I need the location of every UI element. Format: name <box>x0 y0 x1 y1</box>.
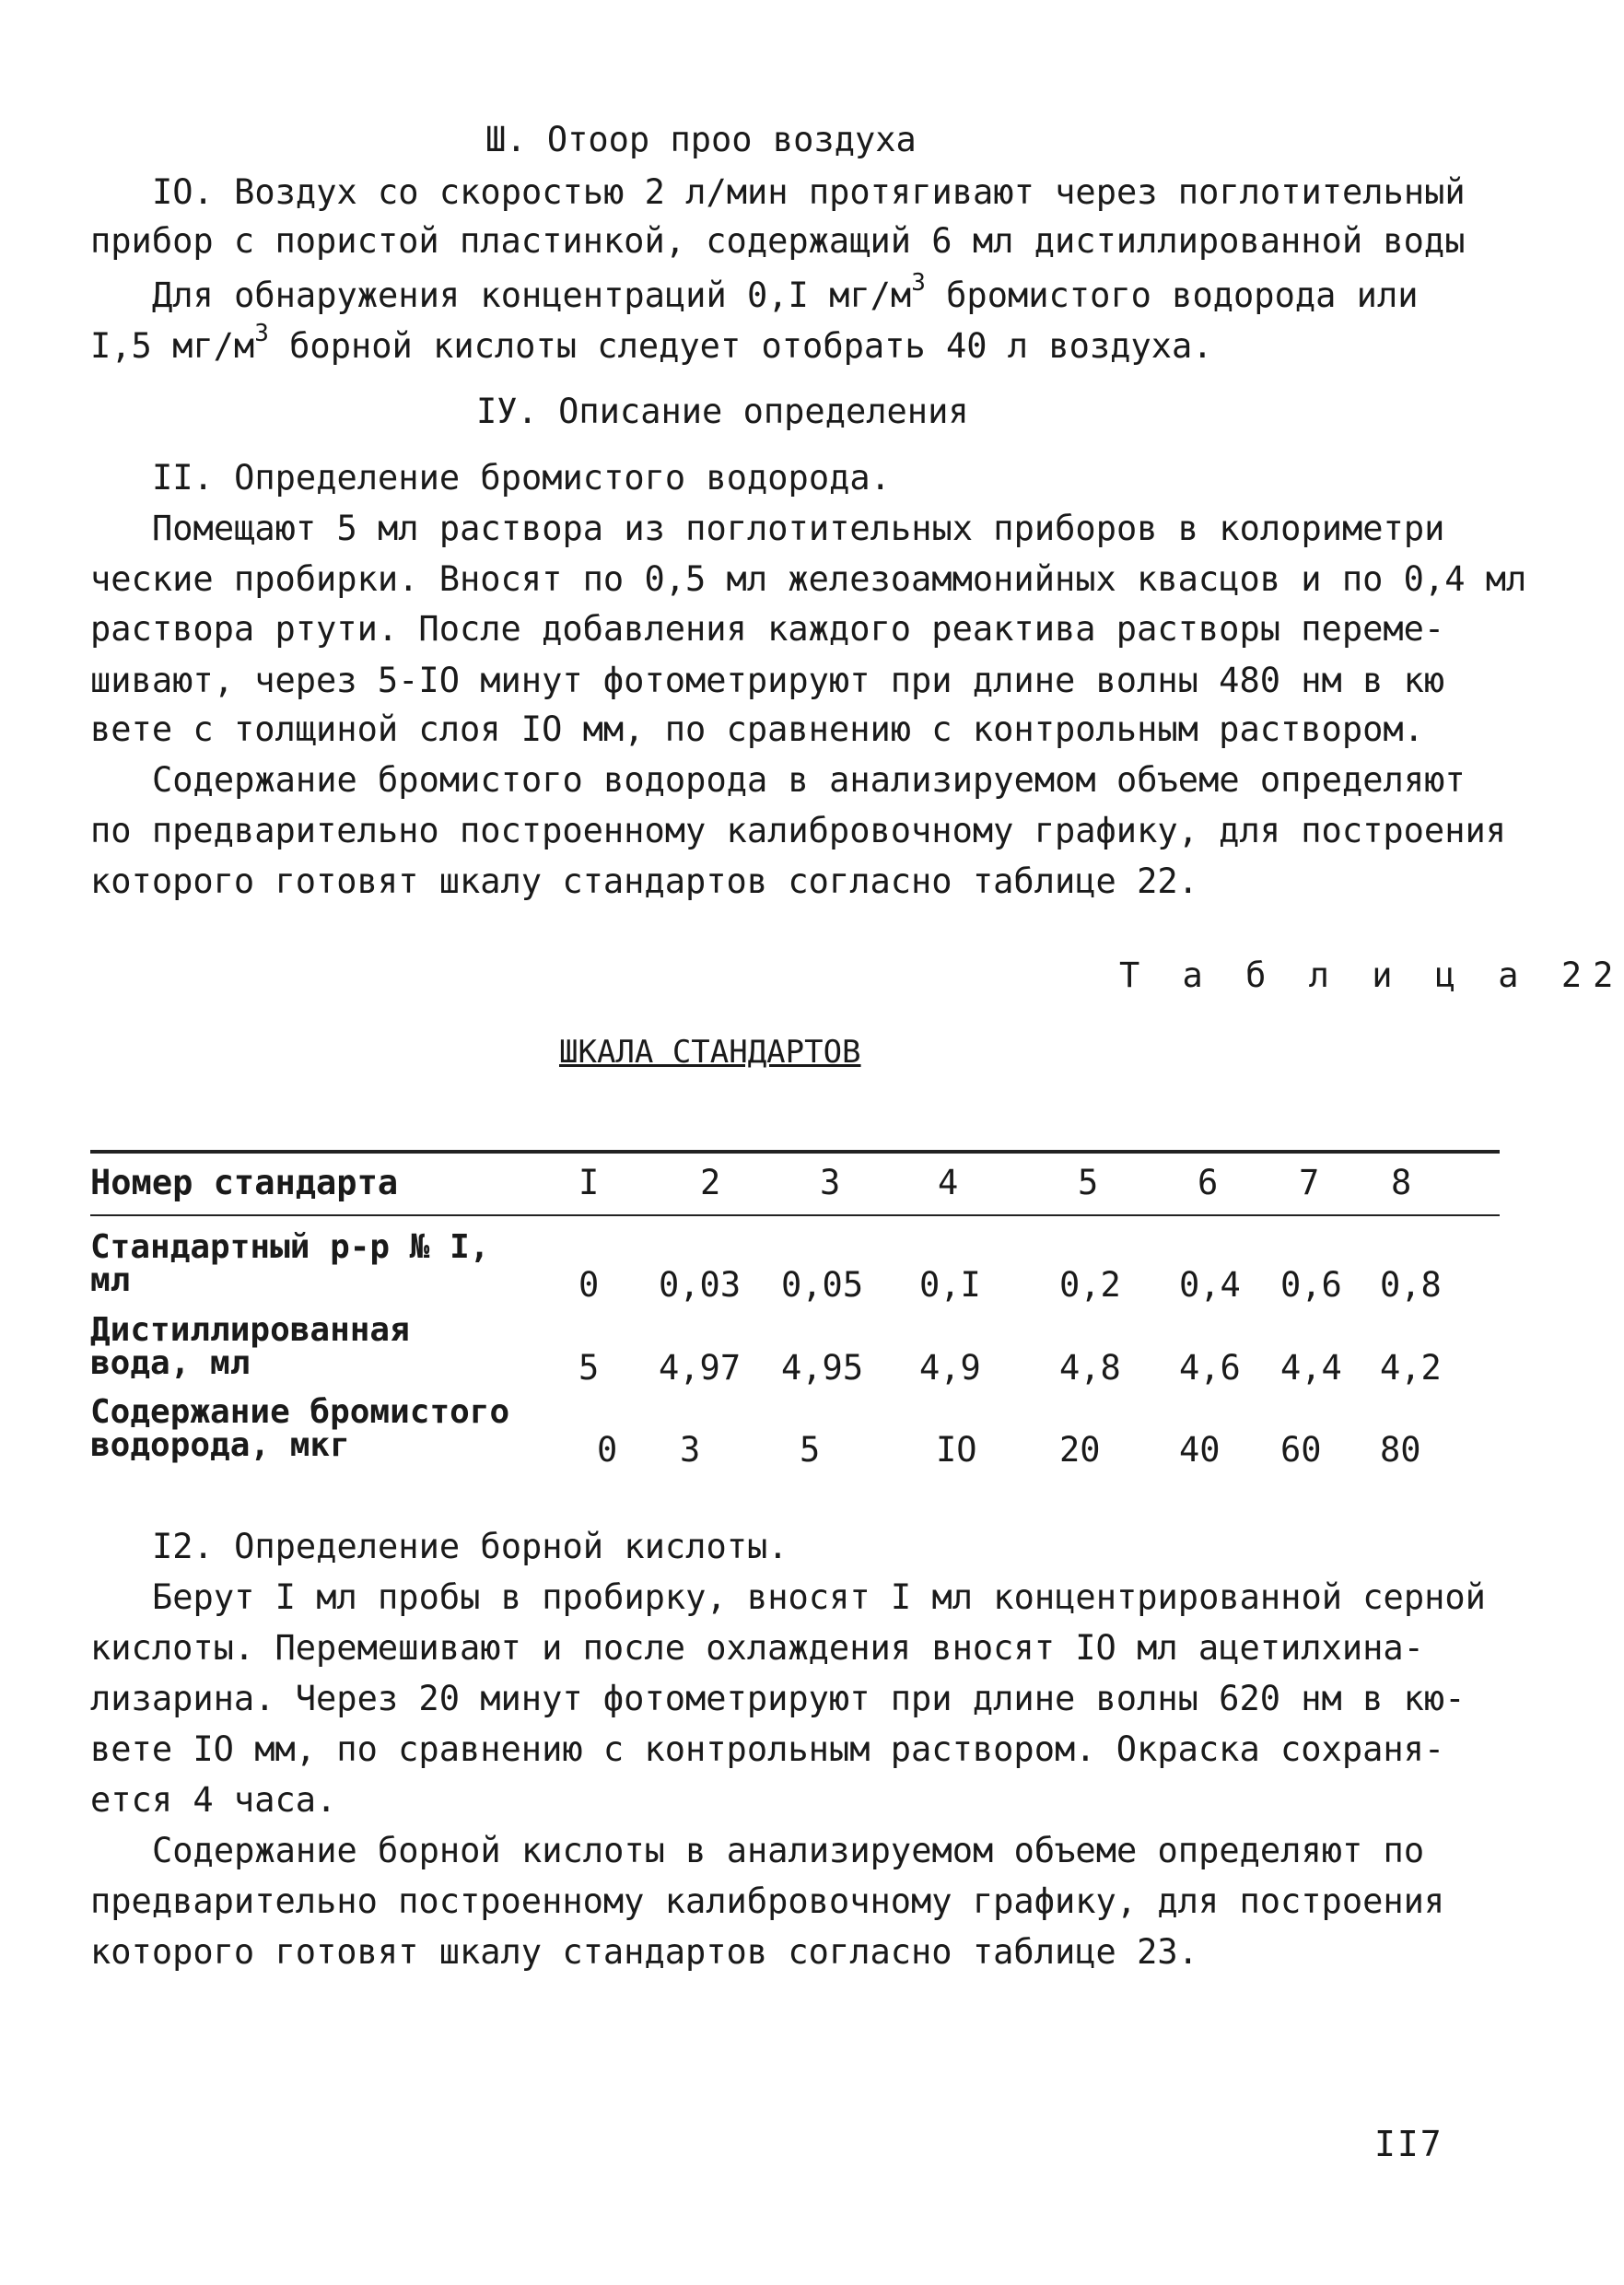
table-row-label: Содержание бромистого водорода, мкг <box>90 1393 510 1464</box>
table-cell: 0,2 <box>1059 1265 1121 1305</box>
table-cell: 0,6 <box>1280 1265 1342 1305</box>
table-cell: 0,4 <box>1179 1265 1241 1305</box>
table-cell: 4,8 <box>1059 1348 1121 1388</box>
table-top-rule <box>90 1150 1500 1154</box>
table-header-rule <box>90 1214 1500 1216</box>
section-3-heading: Ш. Отоор проо воздуха <box>485 120 917 159</box>
p12b-line-3: которого готовят шкалу стандартов согласно таблице 23. <box>90 1932 1198 1972</box>
p12b-line-1: Содержание борной кислоты в анализируемом объеме определяют по <box>152 1831 1425 1870</box>
table-col-header: 4 <box>938 1163 959 1202</box>
table-cell: 4,4 <box>1280 1348 1342 1388</box>
table-row-label: Стандартный р-р № I, мл <box>90 1228 490 1299</box>
p11-line-3: раствора ртути. После добавления каждого реактива растворы переме- <box>90 609 1445 649</box>
table-col-header: 2 <box>700 1163 721 1202</box>
table-cell: 4,95 <box>781 1348 864 1388</box>
p11-line-5: вете с толщиной слоя IO мм, по сравнению с контрольным раствором. <box>90 709 1424 749</box>
table-col-header: 7 <box>1299 1163 1320 1202</box>
table-cell: 40 <box>1179 1430 1221 1470</box>
page-number: II7 <box>1374 2124 1443 2164</box>
table-cell: 0,I <box>919 1265 981 1305</box>
section-4-heading: IУ. Описание определения <box>476 392 969 431</box>
p12-line-5: ется 4 часа. <box>90 1780 337 1820</box>
p10-line-3: Для обнаружения концентраций 0,I $мг/м^3$ бромистого водорода или <box>152 269 1419 315</box>
table-cell: 4,2 <box>1380 1348 1442 1388</box>
p11-line-2: ческие пробирки. Вносят по 0,5 мл железоаммонийных квасцов и по 0,4 мл <box>90 559 1527 599</box>
p10-line-1: IO. Воздух со скоростью 2 л/мин протягивают через поглотительный <box>152 172 1466 212</box>
p11-line-1: Помещают 5 мл раствора из поглотительных приборов в колориметри <box>152 509 1445 548</box>
p12-line-2: кислоты. Перемешивают и после охлаждения вносят IO мл ацетилхина- <box>90 1628 1424 1668</box>
table-cell: 4,97 <box>659 1348 742 1388</box>
p12-line-4: вете IO мм, по сравнению с контрольным раствором. Окраска сохраня- <box>90 1729 1445 1769</box>
table-header-label: Номер стандарта <box>90 1163 399 1202</box>
table-col-header: I <box>578 1163 600 1202</box>
table-cell: 4,9 <box>919 1348 981 1388</box>
table-col-header: 8 <box>1391 1163 1412 1202</box>
table-cell: 60 <box>1280 1430 1322 1470</box>
p10-line-2: прибор с пористой пластинкой, содержащий 6 мл дистиллированной воды <box>90 221 1466 261</box>
p11-title: II. Определение бромистого водорода. <box>152 458 891 498</box>
p12-line-1: Берут I мл пробы в пробирку, вносят I мл концентрированной серной <box>152 1577 1486 1617</box>
table-cell: 0 <box>597 1430 618 1470</box>
table-title: ШКАЛА СТАНДАРТОВ <box>559 1034 861 1071</box>
table-row-label: Дистиллированная вода, мл <box>90 1311 410 1382</box>
p11b-line-1: Содержание бромистого водорода в анализируемом объеме определяют <box>152 760 1466 800</box>
table-cell: 80 <box>1380 1430 1421 1470</box>
table-col-header: 6 <box>1198 1163 1219 1202</box>
p11b-line-2: по предварительно построенному калибровочному графику, для построения <box>90 811 1507 850</box>
table-cell: 4,6 <box>1179 1348 1241 1388</box>
p12b-line-2: предварительно построенному калибровочному графику, для построения <box>90 1881 1445 1921</box>
table-cell: 0,05 <box>781 1265 864 1305</box>
table-col-header: 3 <box>820 1163 841 1202</box>
table-cell: 3 <box>680 1430 701 1470</box>
table-cell: 20 <box>1059 1430 1101 1470</box>
p12-title: I2. Определение борной кислоты. <box>152 1527 789 1566</box>
table-cell: IO <box>936 1430 977 1470</box>
p11b-line-3: которого готовят шкалу стандартов согласно таблице 22. <box>90 861 1198 901</box>
table-cell: 0 <box>578 1265 600 1305</box>
table-col-header: 5 <box>1078 1163 1099 1202</box>
p10-line-4: I,5 $мг/м^3$ борной кислоты следует отобрать 40 л воздуха. <box>90 320 1213 366</box>
table-cell: 0,03 <box>659 1265 742 1305</box>
p12-line-3: лизарина. Через 20 минут фотометрируют при длине волны 620 нм в кю- <box>90 1679 1466 1718</box>
table-cell: 0,8 <box>1380 1265 1442 1305</box>
p11-line-4: шивают, через 5-IO минут фотометрируют при длине волны 480 нм в кю <box>90 661 1445 700</box>
table-cell: 5 <box>578 1348 600 1388</box>
table-caption: Т а б л и ц а 22 <box>1119 955 1624 995</box>
table-cell: 5 <box>800 1430 821 1470</box>
